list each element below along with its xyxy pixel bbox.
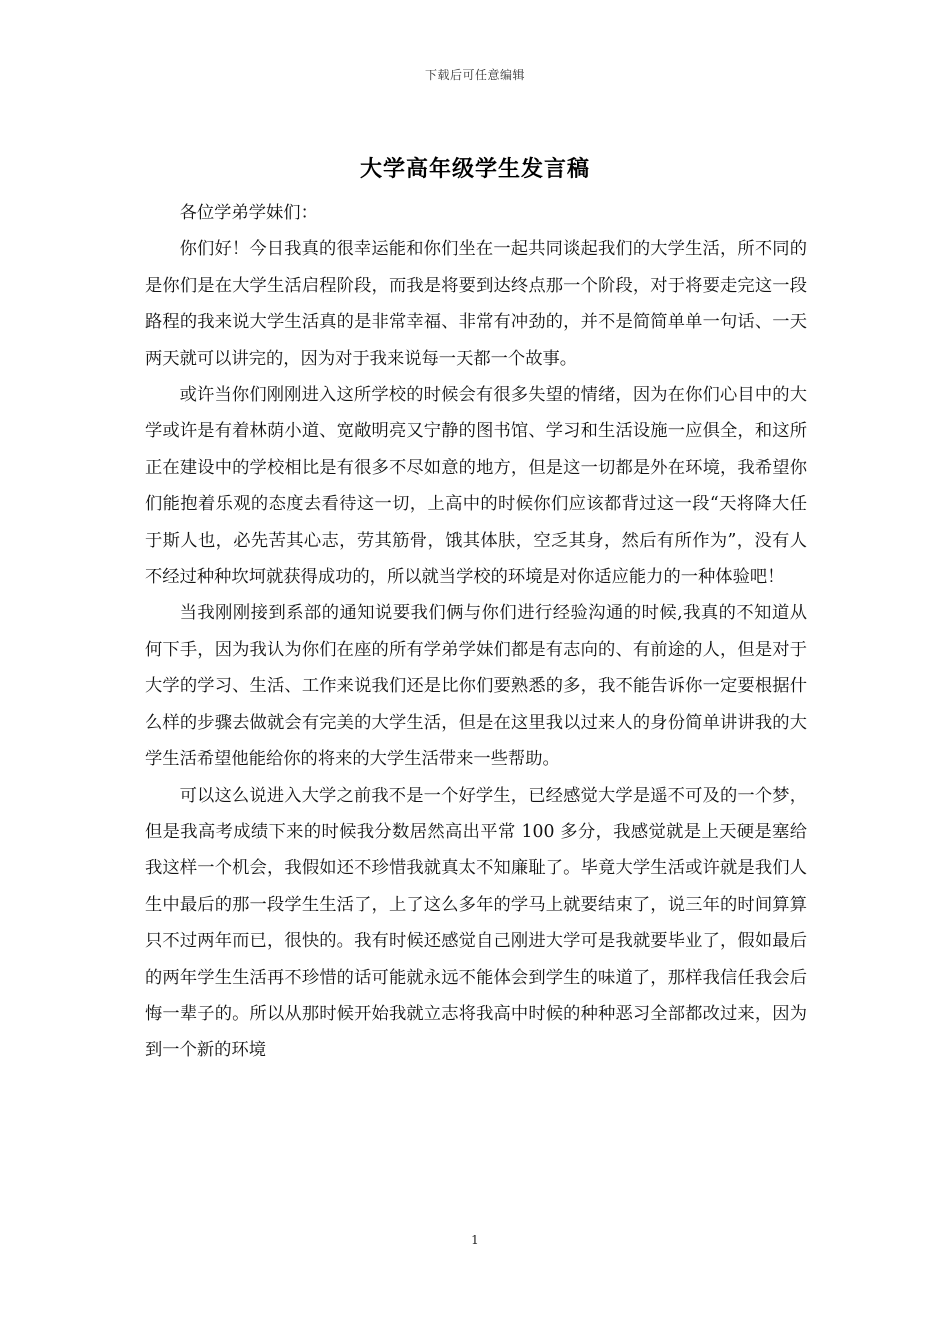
salutation: 各位学弟学妹们： — [179, 203, 318, 223]
document-body — [145, 195, 807, 1069]
paragraph: 你们好！今日我真的很幸运能和你们坐在一起共同谈起我们的大学生活，所不同的是你们是在大学生活启程阶段，而我是将要到达终点那一个阶段，对于将要走完这一段路程的我来说大学生活真的是非常幸福、非常有冲劲的，并不是简简单单一句话、一天两天就可以讲完的，因为对于我来说每一天都一个故事。 — [145, 239, 807, 369]
document-title: 大学高年级学生发言稿 — [359, 156, 590, 182]
paragraph: 当我刚刚接到系部的通知说要我们俩与你们进行经验沟通的时候,我真的不知道从何下手，因为我认为你们在座的所有学弟学妹们都是有志向的、有前途的人，但是对于大学的学习、生活、工作来说我们还是比你们要熟悉的多，我不能告诉你一定要根据什么样的步骤去做就会有完美的大学生活，但是在这里我以过来人的身份简单讲讲我的大学生活希望他能给你的将来的大学生活带来一些帮助。 — [145, 603, 807, 770]
header-note: 下载后可任意编辑 — [424, 68, 525, 82]
page-number: 1 — [471, 1233, 479, 1247]
paragraph: 或许当你们刚刚进入这所学校的时候会有很多失望的情绪，因为在你们心目中的大学或许是有着林荫小道、宽敞明亮又宁静的图书馆、学习和生活设施一应俱全，和这所正在建设中的学校相比是有很多不尽如意的地方，但是这一切都是外在环境，我希望你们能抱着乐观的态度去看待这一切，上高中的时候你们应该都背过这一段“天将降大任于斯人也，必先苦其心志，劳其筋骨，饿其体肤，空乏其身，然后有所作为”，没有人不经过种种坎坷就获得成功的，所以就当学校的环境是对你适应能力的一种体验吧！ — [145, 385, 807, 588]
paragraph: 可以这么说进入大学之前我不是一个好学生，已经感觉大学是遥不可及的一个梦，但是我高考成绩下来的时候我分数居然高出平常 100 多分，我感觉就是上天硬是塞给我这样一个机会，我假如还不珍惜我就真太不知廉耻了。毕竟大学生活或许就是我们人生中最后的那一段学生生活了，上了这么多年的学马上就要结束了，说三年的时间算算只不过两年而已，很快的。我有时候还感觉自己刚进大学可是我就要毕业了，假如最后的两年学生生活再不珍惜的话可能就永远不能体会到学生的味道了，那样我信任我会后悔一辈子的。所以从那时候开始我就立志将我高中时候的种种恶习全部都改过来，因为到一个新的环境 — [145, 785, 807, 1061]
